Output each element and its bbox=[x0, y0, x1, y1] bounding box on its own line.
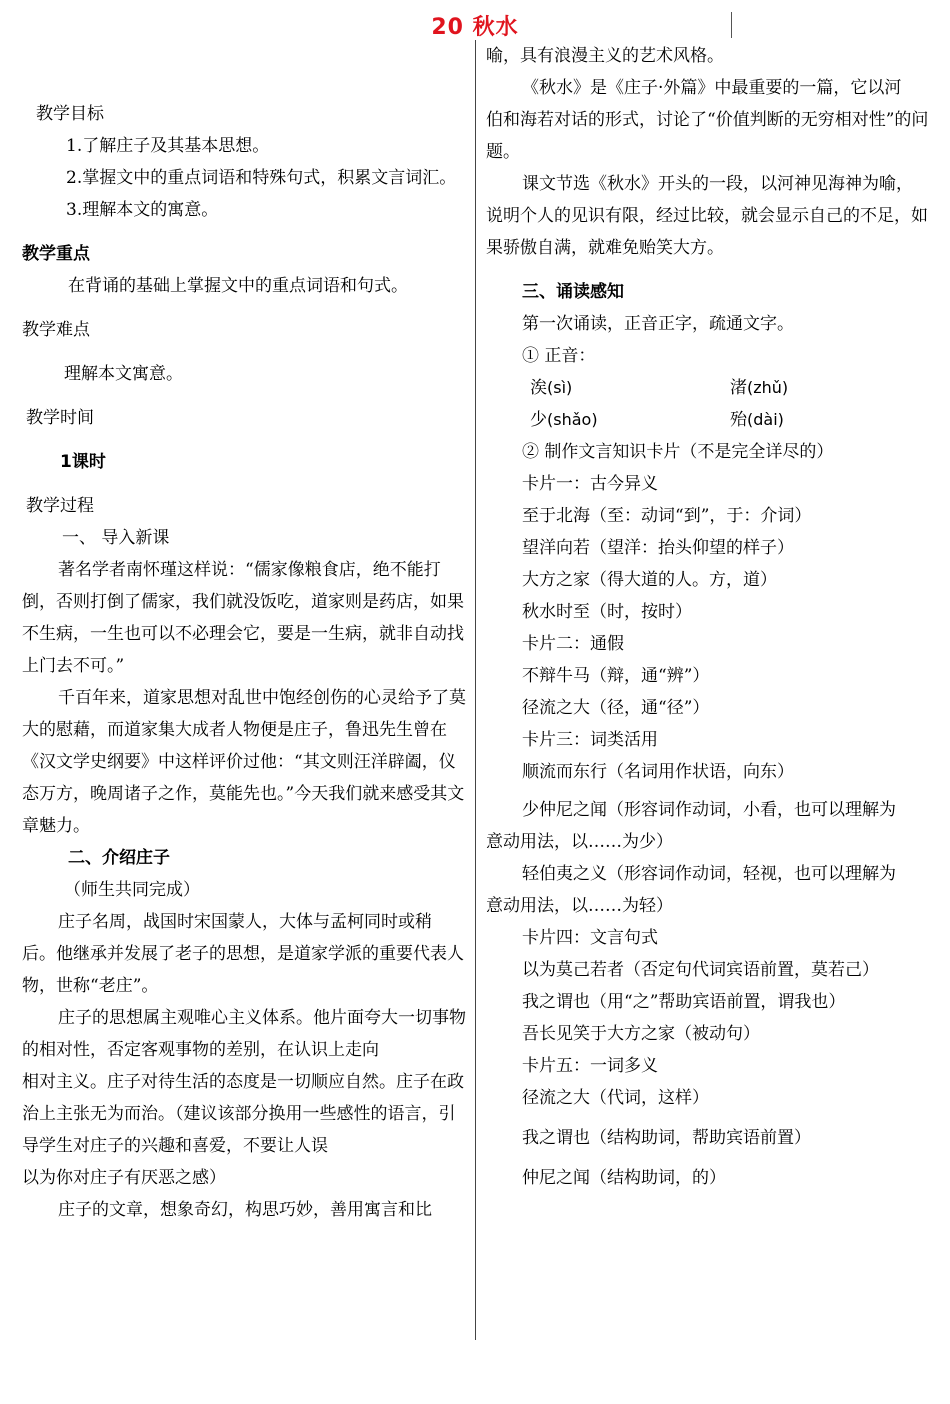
text-line: 喻，具有浪漫主义的艺术风格。 bbox=[486, 46, 724, 66]
text-line: 教学难点 bbox=[22, 320, 90, 340]
text-line: 卡片三：词类活用 bbox=[522, 730, 658, 750]
pinyin-entry bbox=[730, 372, 930, 404]
character: 渚 bbox=[730, 378, 747, 398]
spacer bbox=[22, 390, 466, 402]
text-line: 仲尼之闻（结构助词，的） bbox=[522, 1168, 726, 1188]
text-line: 二、介绍庄子 bbox=[68, 848, 170, 868]
text-line: 顺流而东行（名词用作状语，向东） bbox=[522, 762, 794, 782]
text-line: 伯和海若对话的形式，讨论了“价值判断的无穷相对性”的问题。 bbox=[486, 110, 929, 162]
cursor-mark bbox=[731, 12, 732, 38]
text-line: 教学目标 bbox=[36, 104, 104, 124]
text-line: 课文节选《秋水》开头的一段，以河神见海神为喻， bbox=[522, 174, 913, 194]
text-line: 三、诵读感知 bbox=[522, 282, 624, 302]
pinyin-reading: (zhǔ) bbox=[747, 378, 789, 397]
pinyin-row bbox=[486, 404, 930, 436]
text-line: 在背诵的基础上掌握文中的重点词语和句式。 bbox=[68, 276, 408, 296]
text-line: 1课时 bbox=[60, 452, 106, 472]
pinyin-reading: (sì) bbox=[547, 378, 573, 397]
text-line: 相对主义。庄子对待生活的态度是一切顺应自然。庄子在政治上主张无为而治。（建议该部分换用一些感性的语言，引导学生对庄子的兴趣和喜爱，不要让人误 bbox=[22, 1072, 464, 1156]
text-line: （师生共同完成） bbox=[64, 880, 200, 900]
spacer bbox=[22, 226, 466, 238]
text-line: 千百年来，道家思想对乱世中饱经创伤的心灵给予了莫大的慰藉，而道家集大成者人物便是庄子，鲁迅先生曾在《汉文学史纲要》中这样评价过他：“其文则汪洋辟阖，仪态万方，晚周诸子之作，莫能先也。”今天我们就来感受其文章魅力。 bbox=[22, 688, 466, 836]
right-column-intro bbox=[486, 40, 930, 372]
right-column bbox=[486, 40, 930, 1194]
text-line: 理解本文寓意。 bbox=[64, 364, 183, 384]
text-line: 说明个人的见识有限，经过比较，就会显示自己的不足，如果骄傲自满，就难免贻笑大方。 bbox=[486, 206, 928, 258]
text-line: 大方之家（得大道的人。方，道） bbox=[522, 570, 777, 590]
text-line: 庄子的文章，想象奇幻，构思巧妙，善用寓言和比 bbox=[58, 1200, 432, 1220]
text-line: 卡片四：文言句式 bbox=[522, 928, 658, 948]
character: 殆 bbox=[730, 410, 747, 430]
text-line: 庄子名周，战国时宋国蒙人，大体与孟柯同时或稍 bbox=[58, 912, 432, 932]
pinyin-entry bbox=[730, 404, 930, 436]
text-line: 卡片一：古今异义 bbox=[522, 474, 658, 494]
spacer bbox=[486, 264, 930, 276]
text-line: 后。他继承并发展了老子的思想，是道家学派的重要代表人物，世称“老庄”。 bbox=[22, 944, 464, 996]
text-line: 意动用法，以……为少） bbox=[486, 832, 673, 852]
text-line: 径流之大（径，通“径”） bbox=[522, 698, 710, 718]
text-line: 至于北海（至：动词“到”，于：介词） bbox=[522, 506, 812, 526]
text-line: ① 正音： bbox=[522, 346, 596, 366]
text-line: 2.掌握文中的重点词语和特殊句式，积累文言词汇。 bbox=[66, 168, 457, 188]
text-line: 望洋向若（望洋：抬头仰望的样子） bbox=[522, 538, 794, 558]
text-line: 教学时间 bbox=[26, 408, 94, 428]
text-line: 第一次诵读，正音正字，疏通文字。 bbox=[522, 314, 794, 334]
text-line: 教学过程 bbox=[26, 496, 94, 516]
text-line: 不辩牛马（辩，通“辨”） bbox=[522, 666, 710, 686]
spacer bbox=[22, 346, 466, 358]
text-line: 以为莫己若者（否定句代词宾语前置，莫若己） bbox=[522, 960, 879, 980]
text-line: 以为你对庄子有厌恶之感） bbox=[22, 1168, 226, 1188]
text-line: 著名学者南怀瑾这样说：“儒家像粮食店，绝不能打倒，否则打倒了儒家，我们就没饭吃，道家则是药店，如果不生病，一生也可以不必理会它，要是一生病，就非自动找上门去不可。” bbox=[22, 560, 464, 676]
text-line: 1.了解庄子及其基本思想。 bbox=[66, 136, 270, 156]
text-line: 教学重点 bbox=[22, 244, 90, 264]
right-column-cards bbox=[486, 436, 930, 1194]
text-line: 庄子的思想属主观唯心主义体系。他片面夸大一切事物的相对性，否定客观事物的差别，在认识上走向 bbox=[22, 1008, 466, 1060]
pinyin-row bbox=[486, 372, 930, 404]
text-line: 意动用法，以……为轻） bbox=[486, 896, 673, 916]
pronunciation-list bbox=[486, 372, 930, 436]
page-title: 20 秋水 bbox=[431, 15, 519, 40]
column-divider bbox=[475, 40, 476, 1340]
text-line: 径流之大（代词，这样） bbox=[522, 1088, 709, 1108]
text-line: 我之谓也（用“之”帮助宾语前置，谓我也） bbox=[522, 992, 846, 1012]
left-column bbox=[22, 98, 466, 1226]
text-line: 卡片二：通假 bbox=[522, 634, 624, 654]
text-line: 我之谓也（结构助词，帮助宾语前置） bbox=[522, 1128, 811, 1148]
character: 少 bbox=[530, 410, 547, 430]
spacer bbox=[22, 302, 466, 314]
pinyin-entry bbox=[530, 372, 730, 404]
pinyin-reading: (shǎo) bbox=[547, 410, 598, 429]
text-line: 少仲尼之闻（形容词作动词，小看，也可以理解为 bbox=[522, 800, 896, 820]
text-line: 3.理解本文的寓意。 bbox=[66, 200, 219, 220]
text-line: 《秋水》是《庄子·外篇》中最重要的一篇，它以河 bbox=[522, 78, 902, 98]
pinyin-entry bbox=[530, 404, 730, 436]
spacer bbox=[22, 478, 466, 490]
text-line: 卡片五：一词多义 bbox=[522, 1056, 658, 1076]
character: 涘 bbox=[530, 378, 547, 398]
text-line: ② 制作文言知识卡片（不是完全详尽的） bbox=[522, 442, 834, 462]
text-line: 轻伯夷之义（形容词作动词，轻视，也可以理解为 bbox=[522, 864, 896, 884]
pinyin-reading: (dài) bbox=[747, 410, 784, 429]
text-line: 吾长见笑于大方之家（被动句） bbox=[522, 1024, 760, 1044]
text-line: 一、 导入新课 bbox=[62, 528, 170, 548]
spacer bbox=[22, 434, 466, 446]
text-line: 秋水时至（时，按时） bbox=[522, 602, 692, 622]
